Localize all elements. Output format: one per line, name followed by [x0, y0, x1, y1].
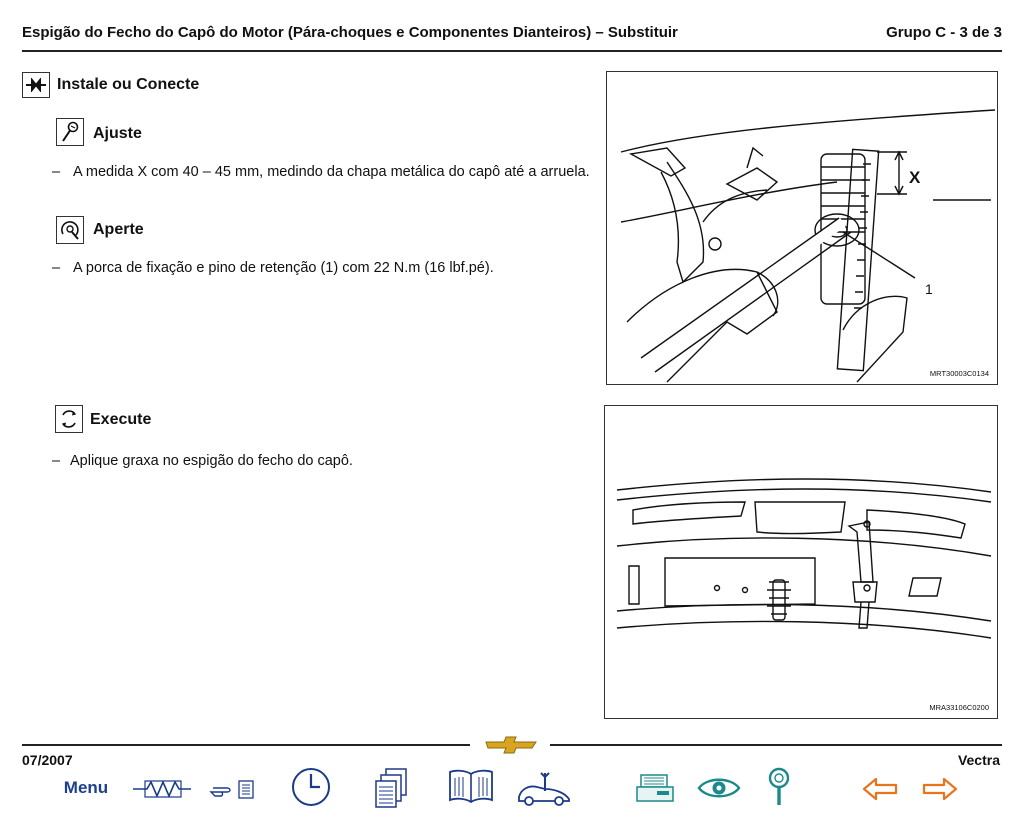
stacked-pages-icon [372, 767, 410, 809]
figure-code: MRA33106C0200 [929, 703, 989, 712]
history-button[interactable] [288, 764, 334, 810]
printer-icon [635, 773, 675, 805]
menu-button[interactable]: Menu [63, 778, 109, 797]
bullet-dash: – [52, 164, 61, 180]
figure-code: MRT30003C0134 [929, 369, 989, 378]
bullet-dash: – [52, 453, 61, 469]
figure-hood-latch-adjustment [606, 71, 998, 385]
figure-label-x: X [909, 168, 921, 187]
figure-hood-latch-location [604, 405, 998, 719]
previous-page-button[interactable] [860, 774, 900, 804]
reference-button[interactable] [208, 776, 262, 802]
bullet-dash: – [52, 260, 61, 276]
eye-icon [697, 775, 741, 801]
connect-arrows-icon [22, 72, 50, 98]
footer-model: Vectra [957, 752, 1000, 768]
execute-section-title: Execute [90, 411, 152, 428]
tighten-instruction: A porca de fixação e pino de retenção (1) com 22 N.m (16 lbf.pé). [73, 260, 494, 276]
install-section-title: Instale ou Conecte [57, 76, 200, 93]
resistor-icon [131, 778, 193, 800]
search-button[interactable] [764, 766, 794, 810]
view-button[interactable] [696, 774, 742, 802]
hood-latch-adjustment-illustration [607, 72, 997, 384]
arrow-right-icon [922, 776, 958, 802]
adjust-tool-icon [56, 118, 84, 146]
clock-icon [290, 766, 332, 808]
hood-latch-location-illustration [605, 406, 997, 718]
chevrolet-bowtie-logo [484, 736, 538, 759]
next-page-button[interactable] [920, 774, 960, 804]
adjust-instruction: A medida X com 40 – 45 mm, medindo da chapa metálica do capô até a arruela. [73, 164, 590, 180]
manual-button[interactable] [446, 766, 496, 806]
open-book-icon [447, 768, 495, 804]
page-title: Espigão do Fecho do Capô do Motor (Pára-choques e Componentes Dianteiros) – Substituir [22, 24, 678, 41]
figure-label-1: 1 [925, 281, 933, 297]
header-divider [22, 50, 1002, 52]
footer-divider-left [22, 744, 470, 746]
adjust-section-title: Ajuste [93, 125, 142, 142]
wiring-diagram-button[interactable] [130, 776, 194, 802]
documents-button[interactable] [370, 766, 412, 810]
magnifier-icon [766, 767, 792, 809]
footer-divider-right [550, 744, 1002, 746]
page-group-indicator: Grupo C - 3 de 3 [886, 24, 1002, 41]
arrow-left-icon [862, 776, 898, 802]
footer-date: 07/2007 [22, 752, 73, 768]
service-button[interactable] [514, 768, 574, 808]
car-wrench-icon [515, 769, 573, 807]
execute-cycle-icon [55, 405, 83, 433]
execute-instruction: Aplique graxa no espigão do fecho do capô. [70, 453, 353, 469]
print-button[interactable] [634, 772, 676, 806]
tighten-section-title: Aperte [93, 221, 144, 238]
pointing-hand-document-icon [209, 778, 261, 800]
torque-icon [56, 216, 84, 244]
